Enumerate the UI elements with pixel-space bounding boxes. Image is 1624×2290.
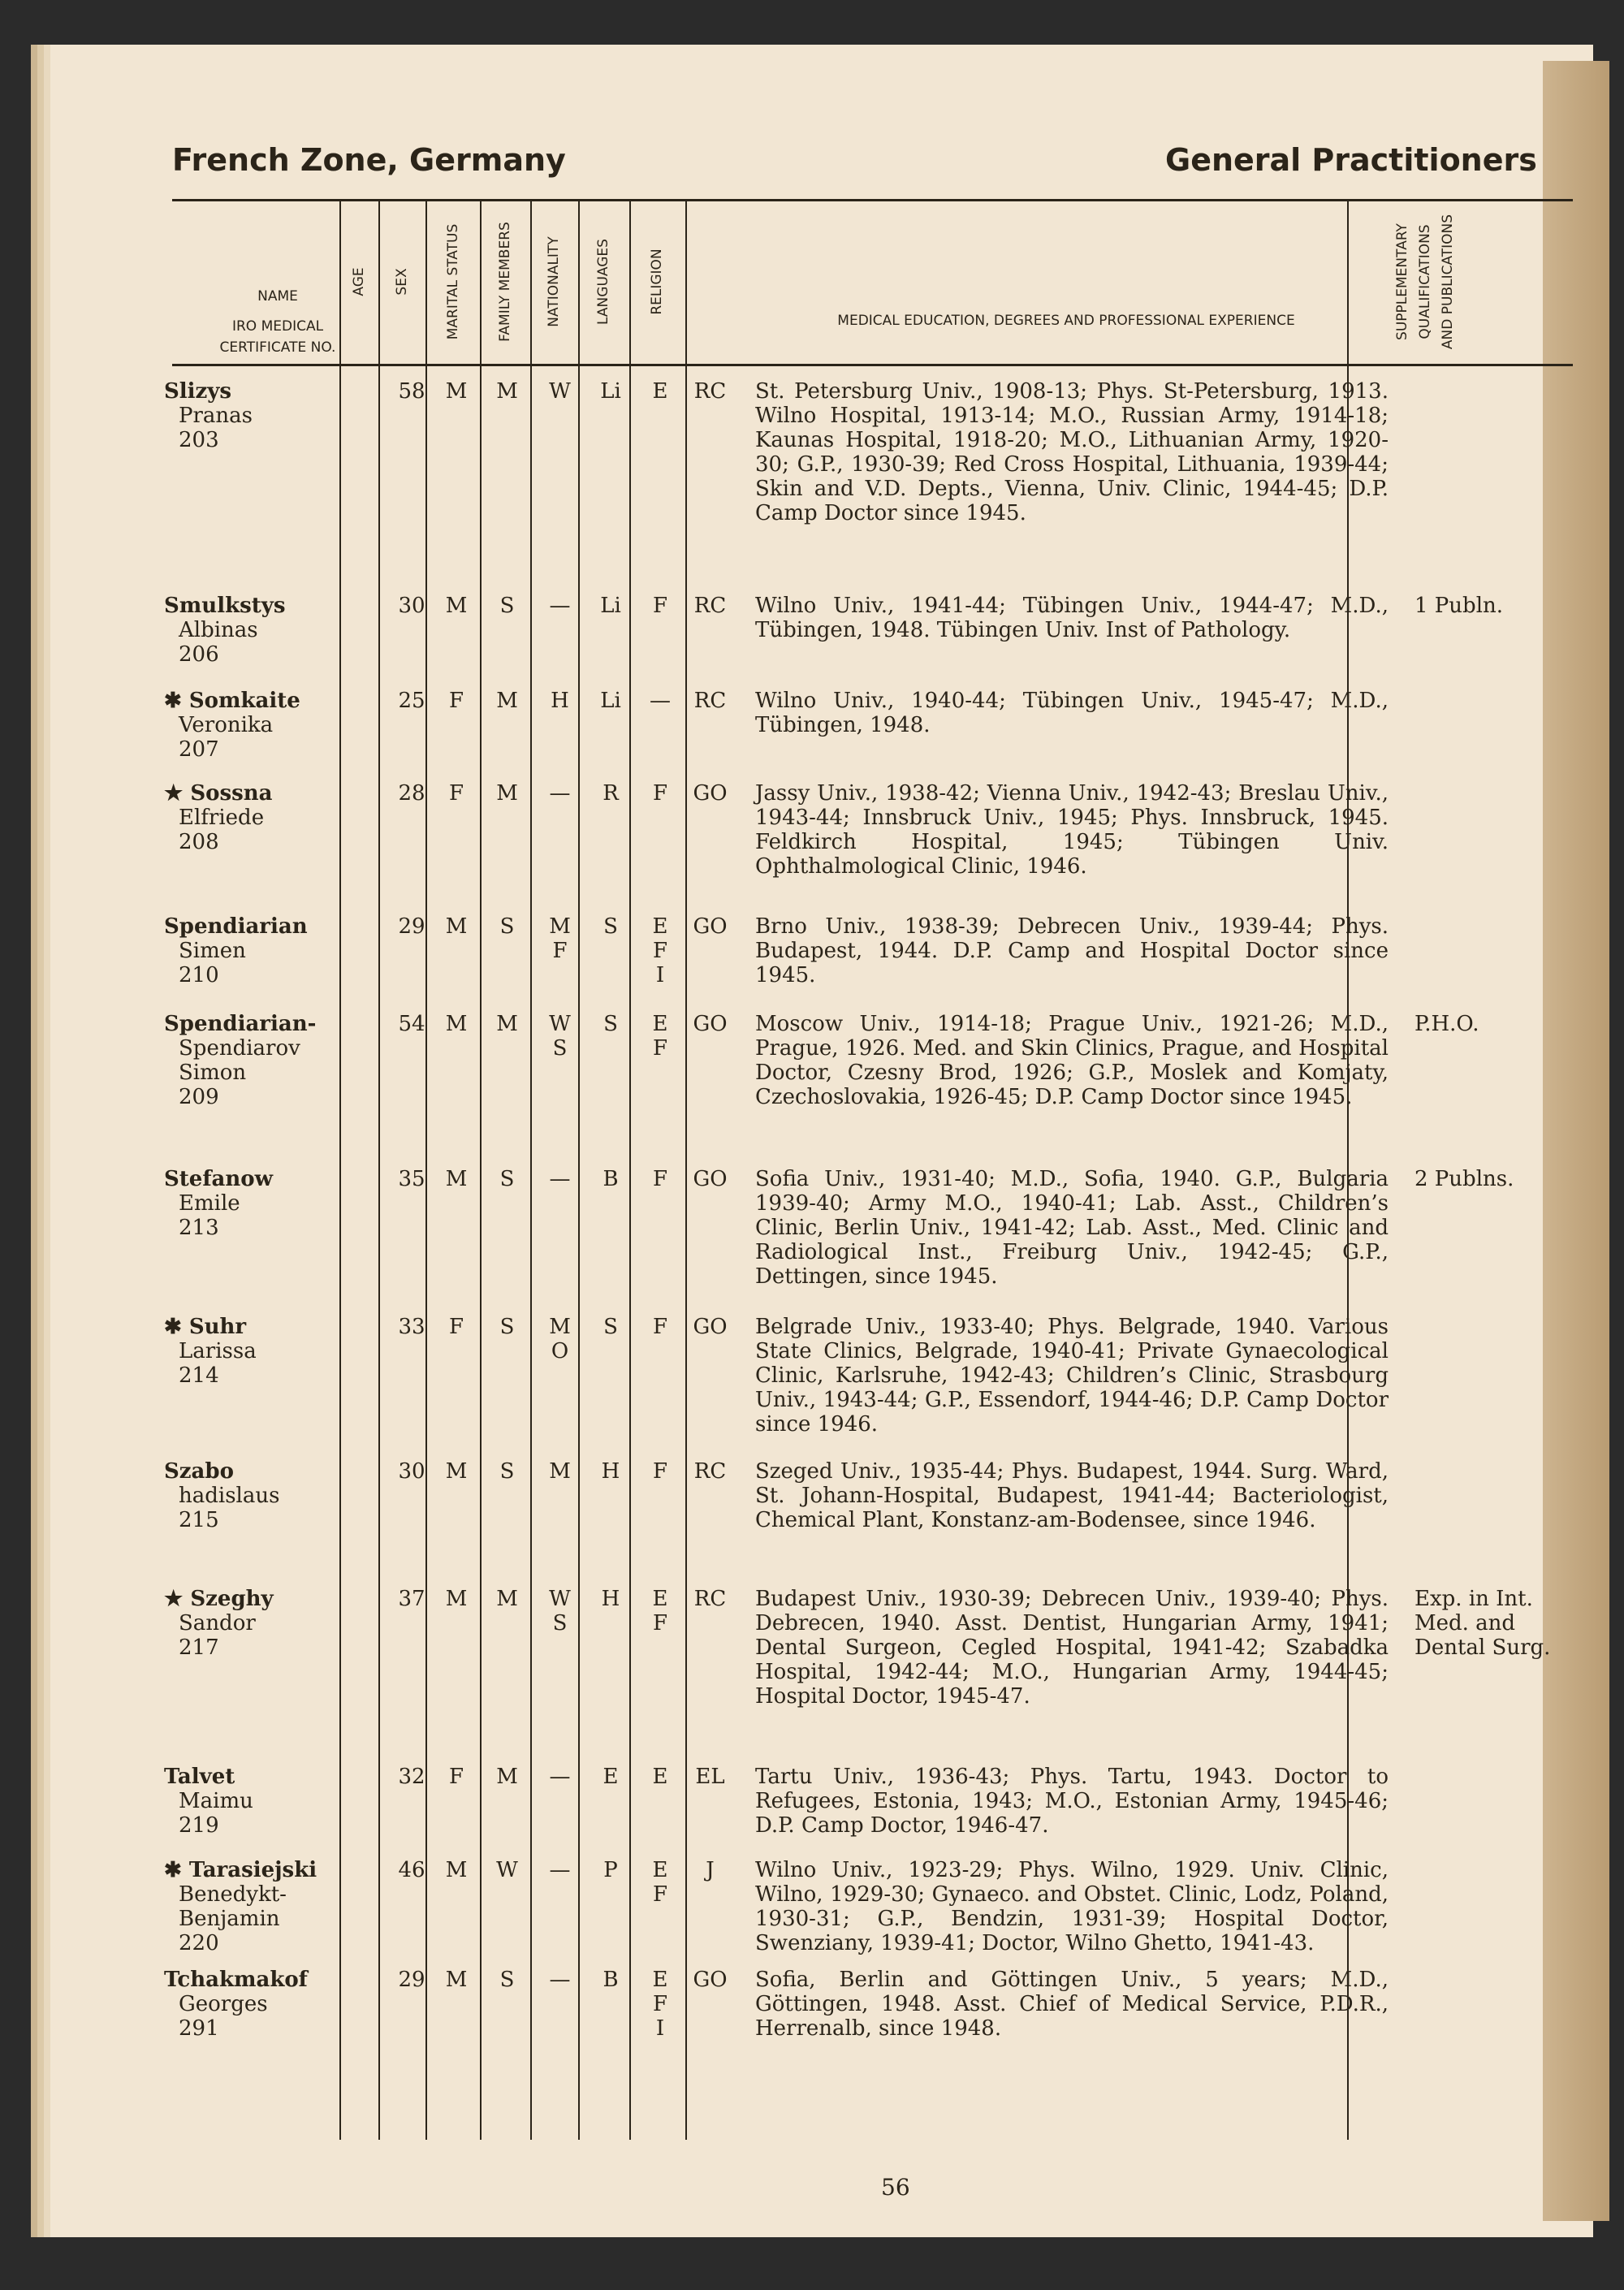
- age-cell: 25: [398, 689, 425, 713]
- nationality-cell: H: [601, 1587, 620, 1611]
- name-cell: [164, 689, 300, 762]
- age-cell: 37: [398, 1587, 425, 1611]
- page-number: 56: [881, 2174, 910, 2201]
- header-bottom-rule: [172, 364, 1573, 366]
- marital-cell: M: [496, 379, 518, 404]
- age-cell: 30: [398, 594, 425, 618]
- name-cell: [164, 1858, 317, 1955]
- nationality-cell: Li: [600, 594, 621, 618]
- surname-line: [164, 1012, 316, 1036]
- supplementary-cell: Exp. in Int. Med. and Dental Surg.: [1415, 1587, 1551, 1660]
- family-cell: —: [549, 1858, 571, 1882]
- column-header-religion: RELIGION: [649, 248, 665, 315]
- religion-cell: GO: [693, 914, 728, 939]
- age-cell: 35: [398, 1167, 425, 1191]
- certificate-number: 207: [179, 737, 219, 762]
- education-cell: Wilno Univ., 1941-44; Tübingen Univ., 1944-47; M.D., Tübingen, 1948. Tübingen Univ. Inst of Pathology.: [755, 594, 1389, 642]
- column-header-sex: SEX: [394, 268, 410, 296]
- given-name: Pranas: [179, 404, 253, 428]
- languages-cell: F: [652, 594, 668, 618]
- given-name: Maimu: [179, 1789, 253, 1813]
- running-head-left: French Zone, Germany: [172, 142, 566, 178]
- education-cell: Jassy Univ., 1938-42; Vienna Univ., 1942-43; Breslau Univ., 1943-44; Innsbruck Univ., 1945; Phys. Innsbruck, 1945. Feldkirch Hospital, 1945; Tübingen Univ. Ophthalmological Clinic, 1946.: [755, 781, 1389, 879]
- religion-cell: RC: [693, 689, 727, 713]
- nationality-cell: B: [603, 1167, 619, 1191]
- marker-icon: ✱: [164, 689, 189, 713]
- column-header-age: AGE: [351, 267, 367, 296]
- given-name: hadislaus: [179, 1484, 280, 1508]
- given-name: Sandor: [179, 1611, 256, 1635]
- family-cell: —: [549, 781, 571, 806]
- header-top-rule: [172, 199, 1573, 201]
- given-name: Spendiarov: [179, 1036, 300, 1061]
- languages-cell: F: [652, 781, 668, 806]
- given-name: Veronika: [179, 713, 274, 737]
- languages-cell: E: [652, 379, 668, 404]
- document-page: [50, 45, 1593, 2237]
- age-cell: 33: [398, 1315, 425, 1339]
- sex-cell: M: [445, 1858, 468, 1882]
- col-divider: [378, 199, 380, 2140]
- nationality-cell: Li: [600, 689, 621, 713]
- marital-cell: M: [496, 1587, 518, 1611]
- nationality-cell: R: [603, 781, 619, 806]
- family-cell: —: [549, 1765, 571, 1789]
- age-cell: 30: [398, 1459, 425, 1484]
- languages-cell: E: [652, 1765, 668, 1789]
- surname: Stefanow: [164, 1167, 273, 1191]
- religion-cell: GO: [693, 1315, 728, 1339]
- certificate-number: 214: [179, 1363, 219, 1388]
- surname-line: [164, 1858, 317, 1882]
- given-name: Elfriede: [179, 806, 265, 830]
- surname-line: [164, 1968, 308, 1992]
- family-cell: W S: [549, 1587, 571, 1635]
- surname-line: [164, 914, 308, 939]
- marital-cell: M: [496, 1765, 518, 1789]
- marital-cell: S: [499, 1167, 515, 1191]
- certificate-number: 210: [179, 963, 219, 987]
- age-cell: 32: [398, 1765, 425, 1789]
- sex-cell: M: [445, 379, 468, 404]
- religion-cell: RC: [693, 1459, 727, 1484]
- column-header-education: MEDICAL EDUCATION, DEGREES AND PROFESSIONAL EXPERIENCE: [837, 313, 1295, 329]
- surname: Sossna: [190, 781, 273, 806]
- certificate-number: 209: [179, 1085, 219, 1109]
- education-cell: Belgrade Univ., 1933-40; Phys. Belgrade, 1940. Various State Clinics, Belgrade, 1940-41; Private Gynaecological Clinic, Karlsruhe, 1942-43; Children’s Clinic, Strasbourg Univ., 1943-44; G.P., Essendorf, 1944-46; D.P. Camp Doctor since 1946.: [755, 1315, 1389, 1437]
- surname-line: [164, 689, 300, 713]
- surname: Spendiarian: [164, 914, 308, 939]
- certificate-number: 206: [179, 642, 219, 667]
- nationality-cell: H: [601, 1459, 620, 1484]
- marital-cell: S: [499, 914, 515, 939]
- given-name: Simon: [179, 1061, 247, 1085]
- marital-cell: S: [499, 1459, 515, 1484]
- nationality-cell: Li: [600, 379, 621, 404]
- given-name: Georges: [179, 1992, 268, 2016]
- sex-cell: F: [448, 689, 464, 713]
- surname-line: [164, 1315, 257, 1339]
- name-cell: [164, 1968, 308, 2041]
- supplementary-cell: 1 Publn.: [1415, 594, 1504, 618]
- sex-cell: M: [445, 1587, 468, 1611]
- certificate-number: 219: [179, 1813, 219, 1838]
- family-cell: —: [549, 1968, 571, 1992]
- age-cell: 28: [398, 781, 425, 806]
- family-cell: M: [549, 1459, 571, 1484]
- certificate-number: 203: [179, 428, 219, 452]
- surname: Smulkstys: [164, 594, 286, 618]
- family-cell: H: [551, 689, 569, 713]
- given-name: Simen: [179, 939, 246, 963]
- languages-cell: F: [652, 1459, 668, 1484]
- languages-cell: E F: [652, 1587, 668, 1635]
- nationality-cell: E: [603, 1765, 619, 1789]
- languages-cell: E F: [652, 1858, 668, 1907]
- surname: Spendiarian-: [164, 1012, 317, 1036]
- certificate-number: 291: [179, 2016, 219, 2041]
- marital-cell: M: [496, 781, 518, 806]
- name-cell: [164, 781, 273, 854]
- education-cell: Wilno Univ., 1940-44; Tübingen Univ., 1945-47; M.D., Tübingen, 1948.: [755, 689, 1389, 737]
- column-header-supp-3: AND PUBLICATIONS: [1440, 214, 1456, 350]
- running-head-right: General Practitioners: [1165, 142, 1537, 178]
- surname-line: [164, 594, 285, 618]
- surname-line: [164, 379, 253, 404]
- surname: Suhr: [188, 1315, 247, 1339]
- family-cell: W S: [549, 1012, 571, 1061]
- surname: Somkaite: [188, 689, 300, 713]
- marker-icon: ✱: [164, 1315, 189, 1339]
- family-cell: M F: [549, 914, 571, 963]
- header-cert-label-1: IRO MEDICAL: [231, 318, 324, 335]
- certificate-number: 215: [179, 1508, 219, 1532]
- certificate-number: 217: [179, 1635, 219, 1660]
- education-cell: Moscow Univ., 1914-18; Prague Univ., 1921-26; M.D., Prague, 1926. Med. and Skin Clinics, Prague, and Hospital Doctor, Czesny Brod, 1926; G.P., Moslek and Komjaty, Czechoslovakia, 1926-45; D.P. Camp Doctor since 1945.: [755, 1012, 1389, 1109]
- age-cell: 29: [398, 1968, 425, 1992]
- sex-cell: M: [445, 1167, 468, 1191]
- religion-cell: EL: [695, 1765, 725, 1789]
- languages-cell: E F I: [652, 1968, 668, 2041]
- sex-cell: M: [445, 914, 468, 939]
- education-cell: Wilno Univ., 1923-29; Phys. Wilno, 1929. Univ. Clinic, Wilno, 1929-30; Gynaeco. and Obstet. Clinic, Lodz, Poland, 1930-31; G.P., Bendzin, 1931-39; Hospital Doctor, Swenziany, 1939-41; Doctor, Wilno Ghetto, 1941-43.: [755, 1858, 1389, 1955]
- marker-icon: ★: [164, 1587, 191, 1611]
- name-cell: [164, 1315, 257, 1388]
- nationality-cell: S: [603, 914, 618, 939]
- languages-cell: E F: [652, 1012, 668, 1061]
- education-cell: Tartu Univ., 1936-43; Phys. Tartu, 1943. Doctor to Refugees, Estonia, 1943; M.O., Estonian Army, 1945-46; D.P. Camp Doctor, 1946-47.: [755, 1765, 1389, 1838]
- surname-line: [164, 781, 273, 806]
- surname-line: [164, 1587, 274, 1611]
- marital-cell: M: [496, 689, 518, 713]
- education-cell: Brno Univ., 1938-39; Debrecen Univ., 1939-44; Phys. Budapest, 1944. D.P. Camp and Hospital Doctor since 1945.: [755, 914, 1389, 987]
- name-cell: [164, 1167, 273, 1240]
- nationality-cell: B: [603, 1968, 619, 1992]
- surname: Slizys: [164, 379, 232, 404]
- column-header-languages: LANGUAGES: [595, 239, 611, 325]
- marital-cell: W: [496, 1858, 518, 1882]
- surname: Talvet: [164, 1765, 235, 1789]
- nationality-cell: S: [603, 1012, 618, 1036]
- col-divider: [339, 199, 341, 2140]
- page-gutter: [1543, 61, 1609, 2221]
- languages-cell: F: [652, 1167, 668, 1191]
- languages-cell: F: [652, 1315, 668, 1339]
- name-cell: [164, 1587, 274, 1660]
- name-cell: [164, 1459, 279, 1532]
- column-header-supp-1: SUPPLEMENTARY: [1394, 223, 1410, 340]
- education-cell: Szeged Univ., 1935-44; Phys. Budapest, 1944. Surg. Ward, St. Johann-Hospital, Budapest, 1941-44; Bacteriologist, Chemical Plant, Konstanz-am-Bodensee, since 1946.: [755, 1459, 1389, 1532]
- religion-cell: RC: [693, 594, 727, 618]
- family-cell: —: [549, 594, 571, 618]
- column-header-marital: MARITAL STATUS: [445, 223, 461, 340]
- family-cell: W: [549, 379, 571, 404]
- age-cell: 46: [398, 1858, 425, 1882]
- religion-cell: RC: [693, 379, 727, 404]
- languages-cell: E F I: [652, 914, 668, 987]
- name-cell: [164, 594, 285, 667]
- sex-cell: M: [445, 1459, 468, 1484]
- column-header-supp-2: QUALIFICATIONS: [1417, 224, 1433, 339]
- religion-cell: GO: [693, 1968, 728, 1992]
- age-cell: 54: [398, 1012, 425, 1036]
- surname: Szabo: [164, 1459, 234, 1484]
- name-cell: [164, 914, 308, 987]
- sex-cell: F: [448, 781, 464, 806]
- supplementary-cell: P.H.O.: [1415, 1012, 1479, 1036]
- given-name: Benedykt-: [179, 1882, 287, 1907]
- nationality-cell: S: [603, 1315, 618, 1339]
- education-cell: Sofia Univ., 1931-40; M.D., Sofia, 1940. G.P., Bulgaria 1939-40; Army M.O., 1940-41; Lab. Asst., Children’s Clinic, Berlin Univ., 1941-42; Lab. Asst., Med. Clinic and Radiological Inst., Freiburg Univ., 1942-45; G.P., Dettingen, since 1945.: [755, 1167, 1389, 1289]
- name-cell: [164, 1012, 316, 1109]
- given-name: Benjamin: [179, 1907, 280, 1931]
- nationality-cell: P: [603, 1858, 618, 1882]
- age-cell: 58: [398, 379, 425, 404]
- given-name: Emile: [179, 1191, 240, 1216]
- header-cert-label-2: CERTIFICATE NO.: [219, 339, 336, 356]
- age-cell: 29: [398, 914, 425, 939]
- certificate-number: 220: [179, 1931, 219, 1955]
- certificate-number: 213: [179, 1216, 219, 1240]
- marital-cell: S: [499, 594, 515, 618]
- name-cell: [164, 379, 253, 452]
- sex-cell: F: [448, 1765, 464, 1789]
- languages-cell: —: [650, 689, 671, 713]
- marital-cell: S: [499, 1315, 515, 1339]
- marker-icon: ✱: [164, 1858, 189, 1882]
- sex-cell: M: [445, 1968, 468, 1992]
- family-cell: —: [549, 1167, 571, 1191]
- surname: Szeghy: [190, 1587, 274, 1611]
- certificate-number: 208: [179, 830, 219, 854]
- surname-line: [164, 1459, 279, 1484]
- marital-cell: M: [496, 1012, 518, 1036]
- education-cell: Sofia, Berlin and Göttingen Univ., 5 years; M.D., Göttingen, 1948. Asst. Chief of Medical Service, P.D.R., Herrenalb, since 1948.: [755, 1968, 1389, 2041]
- religion-cell: GO: [693, 1167, 728, 1191]
- given-name: Larissa: [179, 1339, 257, 1363]
- column-header-nationality: NATIONALITY: [546, 236, 562, 327]
- sex-cell: F: [448, 1315, 464, 1339]
- marital-cell: S: [499, 1968, 515, 1992]
- religion-cell: GO: [693, 1012, 728, 1036]
- religion-cell: J: [706, 1858, 715, 1882]
- education-cell: St. Petersburg Univ., 1908-13; Phys. St-Petersburg, 1913. Wilno Hospital, 1913-14; M.O., Russian Army, 1914-18; Kaunas Hospital, 1918-20; M.O., Lithuanian Army, 1920-30; G.P., 1930-39; Red Cross Hospital, Lithuania, 1939-44; Skin and V.D. Depts., Vienna, Univ. Clinic, 1944-45; D.P. Camp Doctor since 1945.: [755, 379, 1389, 525]
- sex-cell: M: [445, 1012, 468, 1036]
- given-name: Albinas: [179, 618, 258, 642]
- surname: Tarasiejski: [188, 1858, 317, 1882]
- surname-line: [164, 1765, 253, 1789]
- header-name-label: NAME: [257, 288, 298, 305]
- education-cell: Budapest Univ., 1930-39; Debrecen Univ., 1939-40; Phys. Debrecen, 1940. Asst. Dentist, Hungarian Army, 1941; Dental Surgeon, Cegled Hospital, 1941-42; Szabadka Hospital, 1942-44; M.O., Hungarian Army, 1944-45; Hospital Doctor, 1945-47.: [755, 1587, 1389, 1709]
- religion-cell: GO: [693, 781, 728, 806]
- surname-line: [164, 1167, 273, 1191]
- surname: Tchakmakof: [164, 1968, 308, 1992]
- supplementary-cell: 2 Publns.: [1415, 1167, 1514, 1191]
- marker-icon: ★: [164, 781, 191, 806]
- column-header-family: FAMILY MEMBERS: [497, 222, 513, 342]
- name-cell: [164, 1765, 253, 1838]
- family-cell: M O: [549, 1315, 571, 1363]
- religion-cell: RC: [693, 1587, 727, 1611]
- sex-cell: M: [445, 594, 468, 618]
